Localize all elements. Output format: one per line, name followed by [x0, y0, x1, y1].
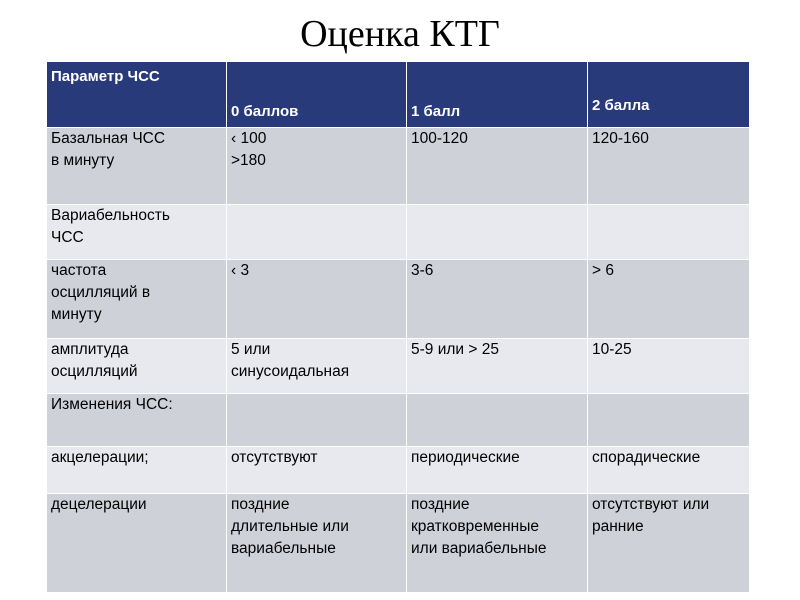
- table-cell-score-1: поздние кратковременные или вариабельные: [407, 494, 588, 593]
- table-cell-score-2: [588, 394, 750, 447]
- table-cell-score-1: [407, 205, 588, 260]
- table-cell-parameter: Базальная ЧСС в минуту: [47, 128, 227, 205]
- table-cell-score-0: ‹ 100 >180: [227, 128, 407, 205]
- table-cell-score-0: [227, 394, 407, 447]
- slide-title: Оценка КТГ: [300, 13, 500, 55]
- table-cell-parameter: Изменения ЧСС:: [47, 394, 227, 447]
- table-row-basal-rate: [47, 128, 750, 205]
- table-cell-score-0: отсутствуют: [227, 447, 407, 494]
- table-cell-parameter: частота осцилляций в минуту: [47, 260, 227, 339]
- table-row-rate-changes: [47, 394, 750, 447]
- table-cell-score-1: периодические: [407, 447, 588, 494]
- table-cell-parameter: децелерации: [47, 494, 227, 593]
- table-row-oscillation-frequency: [47, 260, 750, 339]
- table-cell-parameter: акцелерации;: [47, 447, 227, 494]
- table-row-decelerations: [47, 494, 750, 593]
- ctg-score-table: [46, 61, 750, 593]
- header-score-0: 0 баллов: [227, 62, 407, 128]
- table-cell-score-2: [588, 205, 750, 260]
- table-cell-score-2: спорадические: [588, 447, 750, 494]
- table-cell-score-0: 5 или синусоидальная: [227, 339, 407, 394]
- table-cell-score-2: отсутствуют или ранние: [588, 494, 750, 593]
- table-cell-score-1: 3-6: [407, 260, 588, 339]
- table-row-variability: [47, 205, 750, 260]
- header-score-2: 2 балла: [588, 62, 750, 128]
- table-cell-score-2: 120-160: [588, 128, 750, 205]
- table-cell-score-0: ‹ 3: [227, 260, 407, 339]
- table-cell-parameter: амплитуда осцилляций: [47, 339, 227, 394]
- table-cell-score-0: [227, 205, 407, 260]
- table-row-oscillation-amplitude: [47, 339, 750, 394]
- table-cell-score-1: 5-9 или > 25: [407, 339, 588, 394]
- header-score-1: 1 балл: [407, 62, 588, 128]
- table-cell-score-1: [407, 394, 588, 447]
- table-cell-score-2: > 6: [588, 260, 750, 339]
- table-cell-score-0: поздние длительные или вариабельные: [227, 494, 407, 593]
- table-header-row: [47, 62, 750, 128]
- table-cell-score-2: 10-25: [588, 339, 750, 394]
- header-parameter: Параметр ЧСС: [47, 62, 227, 128]
- table-cell-score-1: 100-120: [407, 128, 588, 205]
- table-cell-parameter: Вариабельность ЧСС: [47, 205, 227, 260]
- table-row-accelerations: [47, 447, 750, 494]
